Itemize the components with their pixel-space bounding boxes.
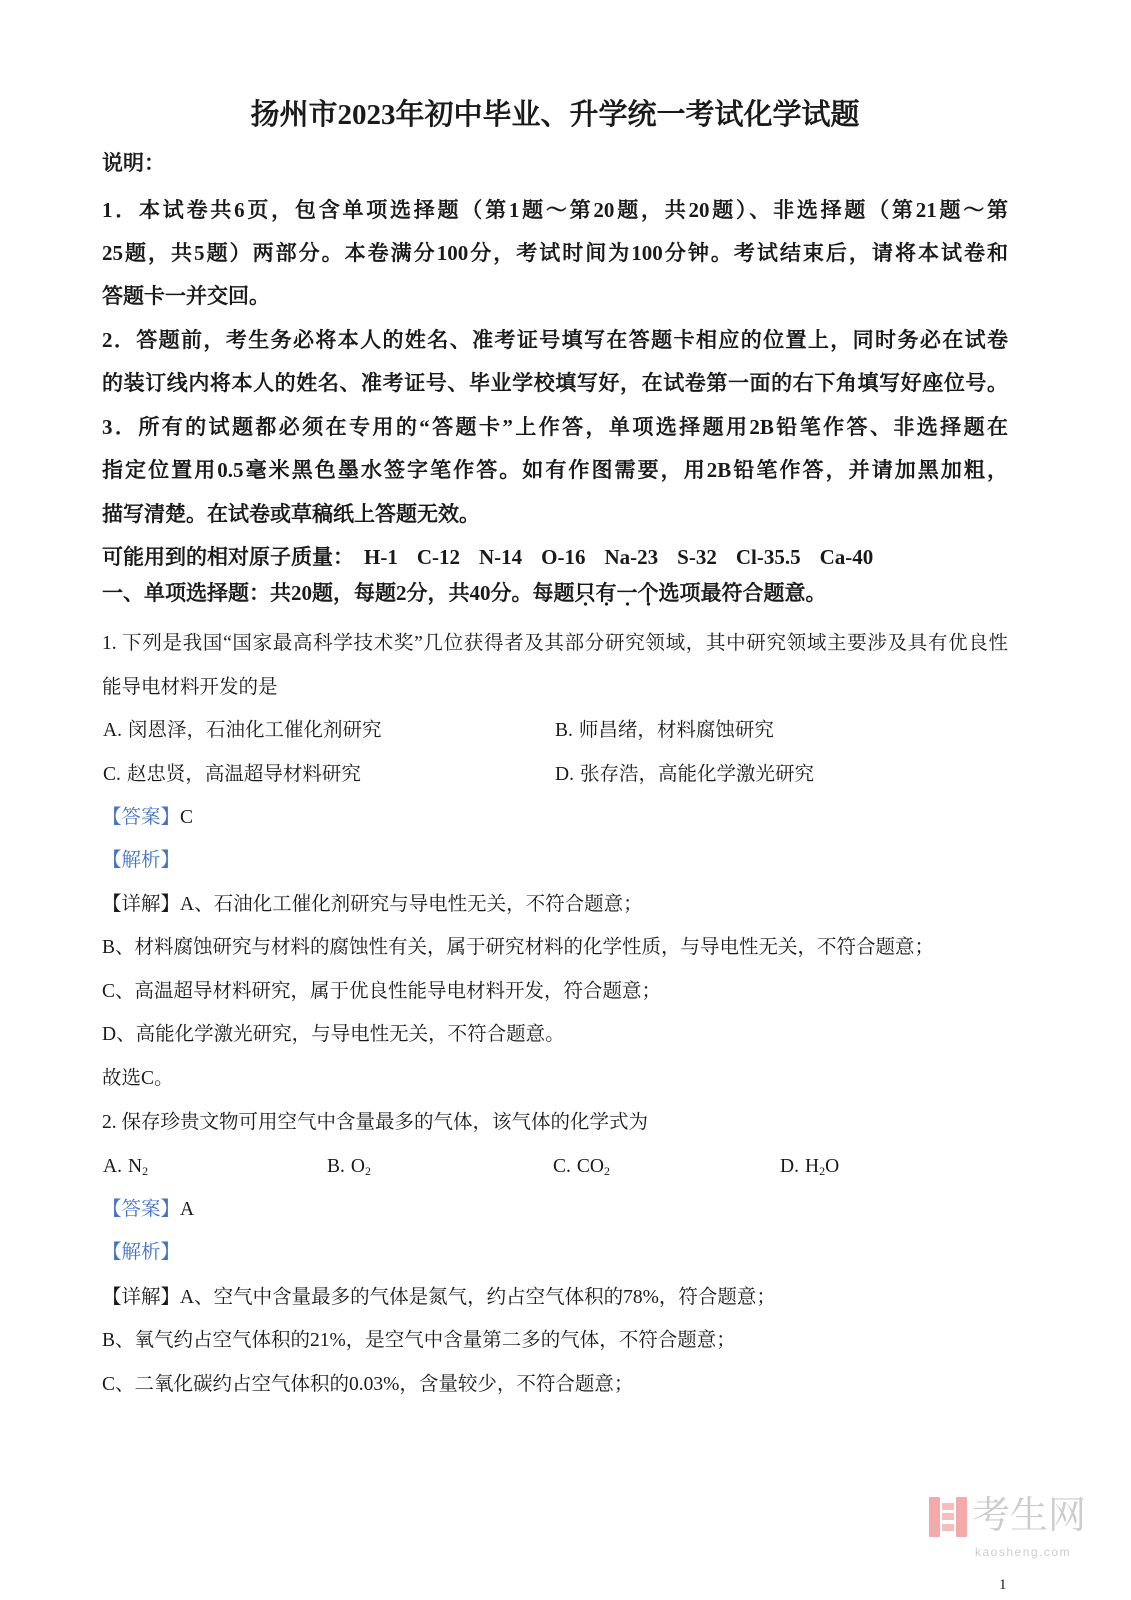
instruction-1-line-2: 25题，共5题）两部分。本卷满分100分，考试时间为100分钟。考试结束后，请将本试卷和 [102, 241, 1008, 265]
atomic-mass-item: S-32 [677, 545, 717, 569]
atomic-mass-item: H-1 [364, 545, 398, 569]
question-2-options-row [102, 1152, 1008, 1182]
formula-subscript: 2 [142, 1164, 149, 1178]
question-2-stem-line-1: 2. 保存珍贵文物可用空气中含量最多的气体，该气体的化学式为 [102, 1112, 649, 1133]
question-1-detail-line-3: C、高温超导材料研究，属于优良性能导电材料开发，符合题意； [102, 981, 662, 1002]
analysis-label: 【解析】 [102, 1242, 181, 1263]
option-text: 闵恩泽，石油化工催化剂研究 [127, 720, 382, 741]
atomic-mass-item: N-14 [479, 545, 523, 569]
formula-main: CO [576, 1156, 604, 1177]
atomic-mass-item: Cl-35.5 [735, 545, 801, 569]
instruction-3-line-3: 描写清楚。在试卷或草稿纸上答题无效。 [102, 502, 480, 526]
formula-main: N [127, 1156, 143, 1177]
section-heading [102, 578, 1008, 618]
detail-label: 【详解】 [102, 894, 181, 915]
option-label: B. [327, 1156, 345, 1177]
watermark-brand: 考生网 [972, 1493, 1087, 1537]
page-number: 1 [999, 1577, 1007, 1593]
section-heading-emphasis: 只有一个 [574, 581, 659, 605]
option-c [103, 760, 361, 790]
formula-main: O [350, 1156, 365, 1177]
question-1-answer [102, 803, 1008, 833]
option-text: 赵忠贤，高温超导材料研究 [126, 764, 361, 785]
question-1-detail-line-4: D、高能化学激光研究，与导电性无关，不符合题意。 [102, 1024, 565, 1045]
watermark-domain: kaosheng.com [975, 1545, 1072, 1559]
formula-subscript: 2 [819, 1164, 826, 1178]
instructions-heading: 说明： [102, 151, 165, 175]
question-1-options-row-2 [102, 760, 1008, 790]
atomic-mass-item: Ca-40 [819, 545, 874, 569]
option-a [103, 716, 381, 746]
atomic-mass-item: O-16 [541, 545, 586, 569]
answer-label: 【答案】 [102, 1199, 181, 1220]
question-1-detail-line-1 [102, 890, 1008, 920]
option-c [553, 1152, 610, 1182]
question-1-analysis [102, 846, 1008, 876]
formula-subscript: 2 [364, 1164, 371, 1178]
question-1-conclusion: 故选C。 [102, 1068, 174, 1089]
detail-text: A、石油化工催化剂研究与导电性无关，不符合题意； [180, 894, 643, 915]
formula-subscript: 2 [603, 1164, 610, 1178]
answer-label: 【答案】 [102, 807, 181, 828]
atomic-mass-list [102, 542, 1008, 572]
formula-main: H [804, 1156, 820, 1177]
option-label: A. [103, 720, 122, 741]
section-heading-text: 选项最符合题意。 [658, 581, 827, 605]
analysis-label: 【解析】 [102, 850, 181, 871]
question-2-answer [102, 1195, 1008, 1225]
instruction-2-line-1: 2．答题前，考生务必将本人的姓名、准考证号填写在答题卡相应的位置上，同时务必在试卷 [102, 328, 1008, 352]
document-title: 扬州市2023年初中毕业、升学统一考试化学试题 [250, 99, 860, 131]
option-label: B. [555, 720, 573, 741]
option-label: C. [103, 764, 121, 785]
question-2-detail-line-2: B、氧气约占空气体积的21%，是空气中含量第二多的气体，不符合题意； [102, 1330, 736, 1351]
atomic-mass-item: C-12 [416, 545, 460, 569]
option-d [555, 760, 814, 790]
option-label: D. [555, 764, 574, 785]
formula-tail: O [825, 1156, 840, 1177]
option-label: A. [103, 1156, 122, 1177]
question-2-detail-line-1 [102, 1283, 1008, 1313]
option-label: D. [780, 1156, 799, 1177]
instruction-2-line-2: 的装订线内将本人的姓名、准考证号、毕业学校填写好，在试卷第一面的右下角填写好座位号。 [102, 371, 1008, 395]
section-heading-text: 一、单项选择题：共20题，每题2分，共40分。每题 [102, 581, 575, 605]
instruction-1-line-1: 1．本试卷共6页，包含单项选择题（第1题～第20题，共20题）、非选择题（第21题～第 [102, 198, 1008, 222]
question-2-detail-line-3: C、二氧化碳约占空气体积的0.03%，含量较少，不符合题意； [102, 1374, 634, 1395]
option-label: C. [553, 1156, 571, 1177]
detail-text: A、空气中含量最多的气体是氮气，约占空气体积的78%，符合题意； [180, 1287, 776, 1308]
instruction-3-line-2: 指定位置用0.5毫米黑色墨水签字笔作答。如有作图需要，用2B铅笔作答，并请加黑加粗， [102, 458, 1008, 482]
option-b [327, 1152, 371, 1182]
option-text: 张存浩，高能化学激光研究 [579, 764, 814, 785]
option-text: 师昌绪，材料腐蚀研究 [578, 720, 774, 741]
instruction-3-line-1: 3．所有的试题都必须在专用的“答题卡”上作答，单项选择题用2B铅笔作答、非选择题在 [102, 415, 1008, 439]
option-b [555, 716, 774, 746]
kaosheng-logo-icon [928, 1495, 968, 1539]
question-1-stem-line-2: 能导电材料开发的是 [102, 677, 278, 698]
answer-value: C [180, 807, 194, 828]
instruction-1-line-3: 答题卡一并交回。 [102, 284, 270, 308]
detail-label: 【详解】 [102, 1287, 181, 1308]
option-d [780, 1152, 839, 1182]
atomic-mass-label: 可能用到的相对原子质量： [102, 545, 354, 569]
question-2-analysis [102, 1238, 1008, 1268]
answer-value: A [180, 1199, 195, 1220]
question-1-stem-line-1: 1. 下列是我国“国家最高科学技术奖”几位获得者及其部分研究领域，其中研究领域主要涉及具有优良性 [102, 633, 1008, 654]
atomic-mass-item: Na-23 [604, 545, 659, 569]
question-1-detail-line-2: B、材料腐蚀研究与材料的腐蚀性有关，属于研究材料的化学性质，与导电性无关，不符合题意； [102, 937, 935, 958]
question-1-options-row-1 [102, 716, 1008, 746]
option-a [103, 1152, 148, 1182]
